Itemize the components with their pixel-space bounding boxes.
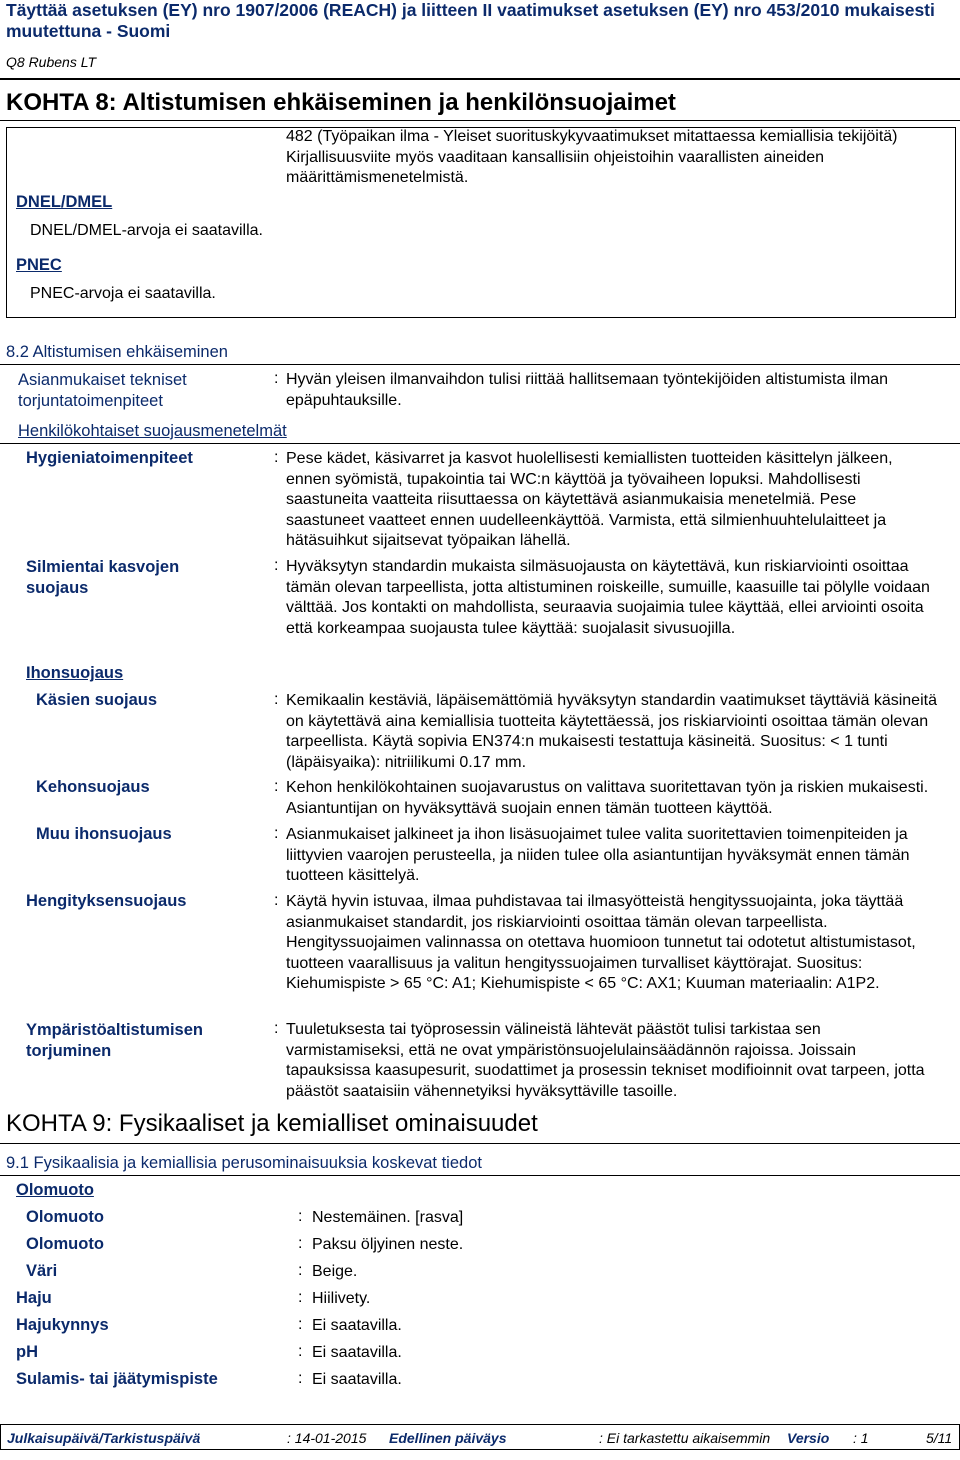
header-divider	[0, 78, 960, 80]
property-label: Sulamis- tai jäätymispiste	[16, 1370, 218, 1388]
section-9-1-divider	[0, 1175, 960, 1176]
colon-separator: :	[274, 449, 279, 466]
property-value: Beige.	[312, 1263, 358, 1280]
section-8-divider	[0, 120, 960, 121]
section-9-divider	[0, 1143, 960, 1144]
other-skin-protection-label: Muu ihonsuojaus	[36, 825, 172, 843]
section-8-2-title: 8.2 Altistumisen ehkäiseminen	[6, 343, 228, 361]
technical-controls-text: Hyvän yleisen ilmanvaihdon tulisi riittää hallitsemaan työntekijöiden altistumista ilman epäpuhtauksille.	[286, 371, 889, 409]
colon-separator: :	[298, 1316, 303, 1333]
property-value: Ei saatavilla.	[312, 1371, 402, 1388]
property-label: pH	[16, 1343, 38, 1361]
colon-separator: :	[274, 1020, 279, 1037]
eye-protection-label: Silmientai kasvojen suojaus	[26, 558, 180, 597]
property-value: Nestemäinen. [rasva]	[312, 1209, 464, 1226]
pnec-text: PNEC-arvoja ei saatavilla.	[30, 285, 216, 302]
hygiene-text: Pese kädet, käsivarret ja kasvot huolellisesti kemiallisten tuotteiden käsittelyn jälkeen, ennen syömistä, tupakointia tai WC:n käyttöä ja työvaiheen lopuksi. Mahdollisesti saastuneita vaatteita riisuttaessa on käytettävä asianmukaisia menetelmiä. Pese saastuneet vaatteet ennen uudelleenkäyttöä. Varmista, että silmienhuuhtelulaitteet ja hätäsuihkut sijaitsevat työpaikan lähellä.	[286, 450, 893, 549]
property-label: Haju	[16, 1289, 52, 1307]
eye-protection-text: Hyväksytyn standardin mukaista silmäsuojausta on käytettävä, kun riskiarviointi osoittaa tämän olevan tarpeellista, jotta altistuminen roiskeille, sumuille, kaasuille tai pölylle voidaan välttää. Jos kontakti on mahdollista, seuraavia suojaimia tulee käyttää, ellei arviointi osoita että korkeampaa suojausta tulee käyttää: suojalasit sivusuojilla.	[286, 558, 930, 637]
version-label: Versio	[787, 1430, 830, 1446]
section-9-1-title: 9.1 Fysikaalisia ja kemiallisia perusominaisuuksia koskevat tiedot	[6, 1154, 482, 1172]
section-8-2-divider	[0, 364, 960, 365]
skin-protection-heading: Ihonsuojaus	[26, 664, 124, 682]
other-skin-protection-text: Asianmukaiset jalkineet ja ihon lisäsuojaimet tulee valita suoritettavien toimenpiteiden ja liittyvien vaarojen perusteella, ja niiden tulee olla asiantuntijan hyväksymät ennen tämän tuotteen käsittelyä.	[286, 826, 910, 884]
hand-protection-text: Kemikaalin kestäviä, läpäisemättömiä hyväksytyn standardin vaatimukset täyttäviä käsineitä on käytettävä aina kemiallisia tuotteita käytettäessä, jos riskiarviointi osoittaa tämän olevan tarpeellista. Käytä sopivia EN374:n mukaisesti testattuja käsineitä. Suositus: < 1 tunti (läpäisyaika): nitriilikumi 0.17 mm.	[286, 692, 937, 771]
section-9-title: KOHTA 9: Fysikaaliset ja kemialliset ominaisuudet	[6, 1110, 538, 1137]
colon-separator: :	[274, 825, 279, 842]
hand-protection-label: Käsien suojaus	[36, 691, 158, 709]
dnel-heading: DNEL/DMEL	[16, 193, 113, 211]
colon-separator: :	[274, 892, 279, 909]
page-number: 5/11	[926, 1430, 953, 1446]
property-value: Hiilivety.	[312, 1290, 371, 1307]
property-value: Paksu öljyinen neste.	[312, 1236, 464, 1253]
document-header-title: Täyttää asetuksen (EY) nro 1907/2006 (REACH) ja liitteen II vaatimukset asetuksen (EY) nro 453/2010 mukaisesti muutettuna - Suomi	[6, 0, 935, 41]
previous-date-value: : Ei tarkastettu aikaisemmin	[599, 1430, 771, 1446]
colon-separator: :	[274, 691, 279, 708]
colon-separator: :	[274, 557, 279, 574]
technical-controls-label: Asianmukaiset tekniset torjuntatoimenpiteet	[18, 371, 187, 410]
pnec-heading: PNEC	[16, 256, 62, 274]
environmental-exposure-text: Tuuletuksesta tai työprosessin välineistä lähtevät päästöt tulisi tarkistaa sen varmistamiseksi, että ne ovat ympäristönsuojelulainsäädännön rajoissa. Joissain tapauksissa kaasupesurit, suodattimet ja prosessin tekniset modifioinnit ovat tarpeen, jotta päästöt saataisiin vähennetyiksi hyväksyttäville tasoille.	[286, 1021, 925, 1100]
section-8-title: KOHTA 8: Altistumisen ehkäiseminen ja henkilönsuojaimet	[6, 89, 676, 116]
property-label: Väri	[26, 1262, 58, 1280]
property-label: Hajukynnys	[16, 1316, 109, 1334]
respiratory-protection-text: Käytä hyvin istuvaa, ilmaa puhdistavaa tai ilmasyötteistä hengityssuojainta, joka täyttää asianmukaiset standardit, jos riskiarviointi osoittaa tämän olevan tarpeellista. Hengityssuojaimen valinnassa on otettava huomioon tunnetut tai odotetut altistumistasot, tuotteen vaarallisuus ja valitun hengityssuojaimen turvalliset käyttörajat. Suositus: Kiehumispiste > 65 °C: A1; Kiehumispiste < 65 °C: AX1; Kuuman materiaalin: A1P2.	[286, 893, 916, 992]
personal-protection-divider	[0, 443, 960, 444]
product-name: Q8 Rubens LT	[6, 54, 97, 70]
colon-separator: :	[298, 1208, 303, 1225]
page-footer	[0, 1424, 960, 1450]
property-value: Ei saatavilla.	[312, 1344, 402, 1361]
respiratory-protection-label: Hengityksensuojaus	[26, 892, 187, 910]
issue-date-value: : 14-01-2015	[287, 1430, 367, 1446]
colon-separator: :	[298, 1370, 303, 1387]
version-value: : 1	[853, 1430, 869, 1446]
colon-separator: :	[274, 370, 279, 387]
colon-separator: :	[298, 1262, 303, 1279]
appearance-heading: Olomuoto	[16, 1181, 94, 1199]
hygiene-label: Hygieniatoimenpiteet	[26, 449, 193, 467]
property-value: Ei saatavilla.	[312, 1317, 402, 1334]
dnel-text: DNEL/DMEL-arvoja ei saatavilla.	[30, 222, 263, 239]
property-label: Olomuoto	[26, 1235, 104, 1253]
property-label: Olomuoto	[26, 1208, 104, 1226]
colon-separator: :	[298, 1235, 303, 1252]
issue-date-label: Julkaisupäivä/Tarkistuspäivä	[7, 1430, 201, 1446]
personal-protection-heading: Henkilökohtaiset suojausmenetelmät	[18, 422, 287, 440]
body-protection-text: Kehon henkilökohtainen suojavarustus on valittava suoritettavan työn ja riskien mukaisesti. Asiantuntijan on hyväksyttävä suojain ennen tämän tuotteen käyttöä.	[286, 779, 929, 817]
environmental-exposure-label: Ympäristöaltistumisen torjuminen	[26, 1021, 203, 1060]
colon-separator: :	[298, 1343, 303, 1360]
body-protection-label: Kehonsuojaus	[36, 778, 150, 796]
colon-separator: :	[274, 778, 279, 795]
previous-date-label: Edellinen päiväys	[389, 1430, 507, 1446]
standard-reference-text: 482 (Työpaikan ilma - Yleiset suorituskykyvaatimukset mitattaessa kemiallisia tekijöitä) Kirjallisuusviite myös vaaditaan kansallisiin ohjeistoihin vaarallisten aineiden määrittämismenetelmistä.	[286, 128, 898, 186]
colon-separator: :	[298, 1289, 303, 1306]
